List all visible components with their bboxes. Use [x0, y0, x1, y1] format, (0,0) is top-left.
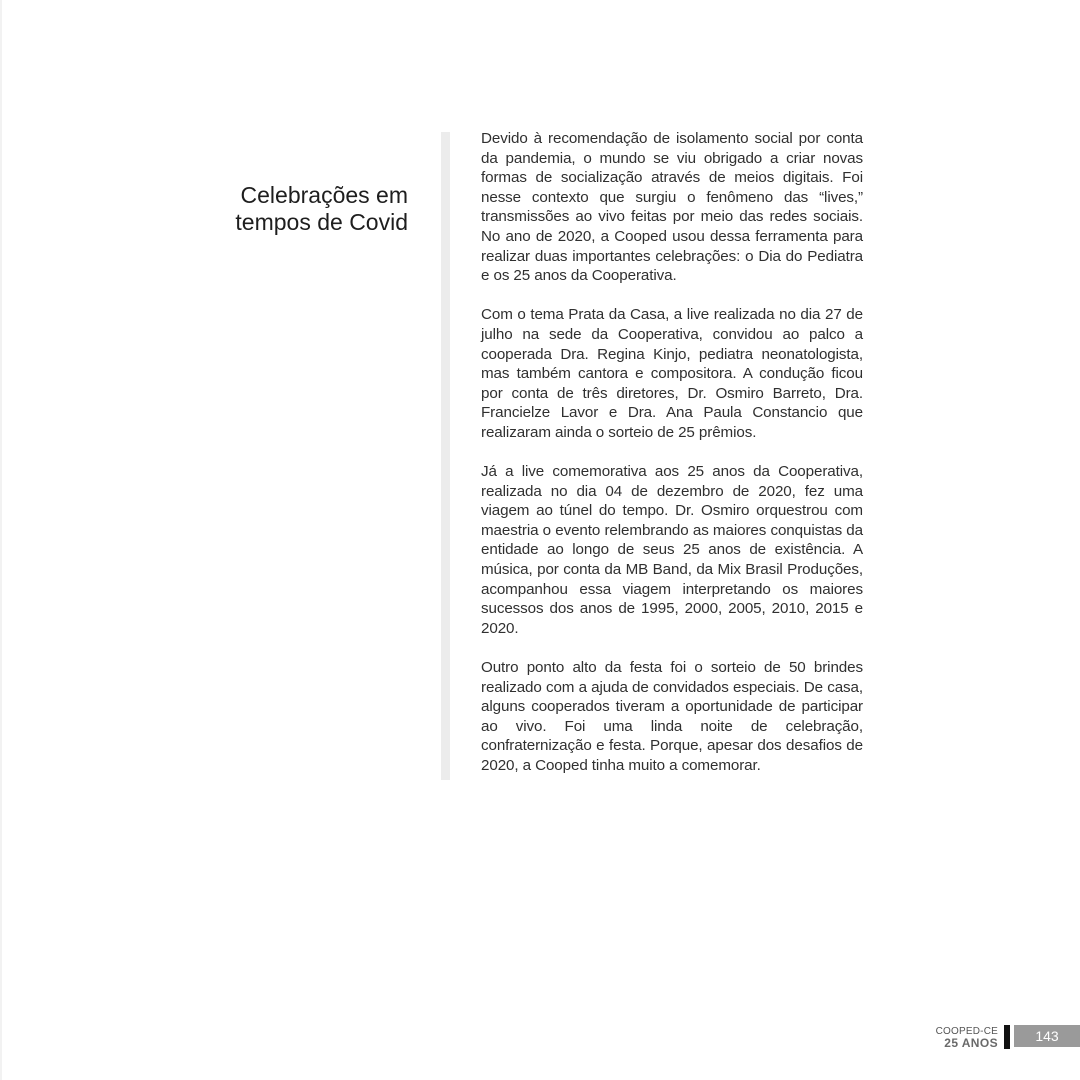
article-paragraph-3: Já a live comemorativa aos 25 anos da Cooperativa, realizada no dia 04 de dezembro de 2020, fez uma viagem ao túnel do tempo. Dr. Osmiro orquestrou com maestria o evento relembrando as maiores conquistas da entidade ao longo de seus 25 anos de existência. A música, por conta da MB Band, da Mix Brasil Produções, acompanhou essa viagem interpretando os maiores sucessos dos anos de 1995, 2000, 2005, 2010, 2015 e 2020.	[481, 463, 863, 637]
article-paragraph-1: Devido à recomendação de isolamento social por conta da pandemia, o mundo se viu obrigado a criar novas formas de socialização através de meios digitais. Foi nesse contexto que surgiu o fenômeno das “lives,” transmissões ao vivo feitas por meio das redes sociais. No ano de 2020, a Cooped usou dessa ferramenta para realizar duas importantes celebrações: o Dia do Pediatra e os 25 anos da Cooperativa.	[481, 130, 863, 285]
footer-brand	[936, 1026, 998, 1050]
footer-accent-bar	[1004, 1025, 1010, 1049]
footer-brand-tagline: 25 ANOS	[944, 1036, 998, 1050]
page-edge	[0, 0, 2, 1080]
page-footer	[936, 1025, 1080, 1051]
footer-brand-name: COOPED-CE	[935, 1026, 998, 1037]
article-paragraph-4: Outro ponto alto da festa foi o sorteio de 50 brindes realizado com a ajuda de convidados especiais. De casa, alguns cooperados tiveram a oportunidade de participar ao vivo. Foi uma linda noite de celebração, confraternização e festa. Porque, apesar dos desafios de 2020, a Cooped tinha muito a comemorar.	[481, 659, 863, 774]
article-paragraph-2: Com o tema Prata da Casa, a live realizada no dia 27 de julho na sede da Cooperativa, convidou ao palco a cooperada Dra. Regina Kinjo, pediatra neonatologista, mas também cantora e compositora. A condução ficou por conta de três diretores, Dr. Osmiro Barreto, Dra. Francielze Lavor e Dra. Ana Paula Constancio que realizaram ainda o sorteio de 25 prêmios.	[481, 306, 863, 441]
article-body	[481, 129, 863, 776]
page-number: 143	[1014, 1025, 1080, 1047]
section-title-line-1: Celebrações em	[240, 182, 408, 208]
section-title	[200, 182, 408, 236]
section-title-line-2: tempos de Covid	[235, 209, 408, 235]
vertical-divider	[441, 132, 450, 780]
